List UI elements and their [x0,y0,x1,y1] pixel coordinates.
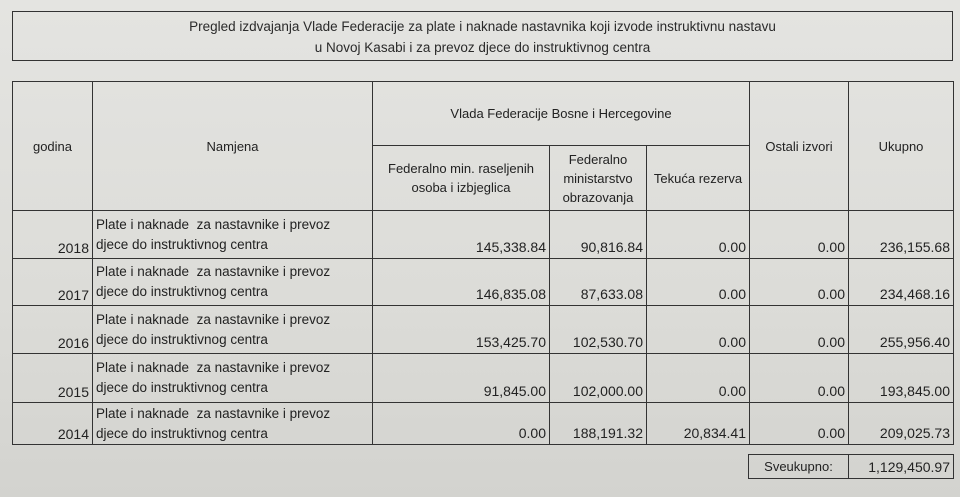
purpose-line-2: djece do instruktivnog centra [96,284,268,299]
purpose-line-2: djece do instruktivnog centra [96,425,268,441]
purpose-line-1: Plate i naknade za nastavnike i prevoz [96,216,331,232]
other-sources-amount: 0.00 [750,259,849,306]
header-row-1 [13,82,954,146]
funding-table [12,81,954,445]
education-ministry-amount: 102,530.70 [550,306,647,354]
reserve-amount: 20,834.41 [647,403,750,445]
reserve-amount: 0.00 [647,306,750,354]
grand-total-row [749,455,954,479]
reserve-amount: 0.00 [647,259,750,306]
header-ministry-refugees: Federalno min. raseljenih osoba i izbjeglica [373,146,550,211]
purpose-cell [93,211,373,259]
refugees-ministry-amount: 153,425.70 [373,306,550,354]
year-cell: 2018 [13,211,93,259]
refugees-ministry-amount: 0.00 [373,403,550,445]
purpose-line-1: Plate i naknade za nastavnike i prevoz [96,311,331,327]
row-total-amount: 209,025.73 [849,403,954,445]
row-total-amount: 255,956.40 [849,306,954,354]
header-government: Vlada Federacije Bosne i Hercegovine [373,82,750,146]
purpose-cell [93,354,373,403]
purpose-line-1: Plate i naknade za nastavnike i prevoz [96,264,331,279]
table-row [13,259,954,306]
header-other-sources: Ostali izvori [750,82,849,211]
purpose-line-1: Plate i naknade za nastavnike i prevoz [96,405,331,421]
reserve-amount: 0.00 [647,354,750,403]
table-row [13,403,954,445]
year-cell: 2016 [13,306,93,354]
header-ministry-education: Federalno ministarstvo obrazovanja [550,146,647,211]
header-current-reserve: Tekuća rezerva [647,146,750,211]
header-purpose: Namjena [93,82,373,211]
education-ministry-amount: 87,633.08 [550,259,647,306]
purpose-line-1: Plate i naknade za nastavnike i prevoz [96,360,331,375]
title-line-2: u Novoj Kasabi i za prevoz djece do instruktivnog centra [314,40,651,55]
table-row [13,354,954,403]
grand-total-label: Sveukupno: [749,455,849,479]
title-line-1: Pregled izdvajanja Vlade Federacije za plate i naknade nastavnika koji izvode instruktivnu nastavu [189,19,776,34]
education-ministry-amount: 90,816.84 [550,211,647,259]
other-sources-amount: 0.00 [750,211,849,259]
other-sources-amount: 0.00 [750,354,849,403]
row-total-amount: 234,468.16 [849,259,954,306]
table-row [13,306,954,354]
purpose-line-2: djece do instruktivnog centra [96,236,268,252]
purpose-line-2: djece do instruktivnog centra [96,380,268,395]
refugees-ministry-amount: 91,845.00 [373,354,550,403]
refugees-ministry-amount: 146,835.08 [373,259,550,306]
year-cell: 2015 [13,354,93,403]
purpose-cell [93,259,373,306]
purpose-cell [93,306,373,354]
document-title [12,11,953,61]
row-total-amount: 193,845.00 [849,354,954,403]
year-cell: 2014 [13,403,93,445]
row-total-amount: 236,155.68 [849,211,954,259]
header-total: Ukupno [849,82,954,211]
education-ministry-amount: 188,191.32 [550,403,647,445]
purpose-line-2: djece do instruktivnog centra [96,331,268,347]
reserve-amount: 0.00 [647,211,750,259]
other-sources-amount: 0.00 [750,306,849,354]
education-ministry-amount: 102,000.00 [550,354,647,403]
grand-total-table [748,454,954,479]
grand-total-value: 1,129,450.97 [849,455,954,479]
refugees-ministry-amount: 145,338.84 [373,211,550,259]
year-cell: 2017 [13,259,93,306]
table-row [13,211,954,259]
header-year: godina [13,82,93,211]
purpose-cell [93,403,373,445]
other-sources-amount: 0.00 [750,403,849,445]
